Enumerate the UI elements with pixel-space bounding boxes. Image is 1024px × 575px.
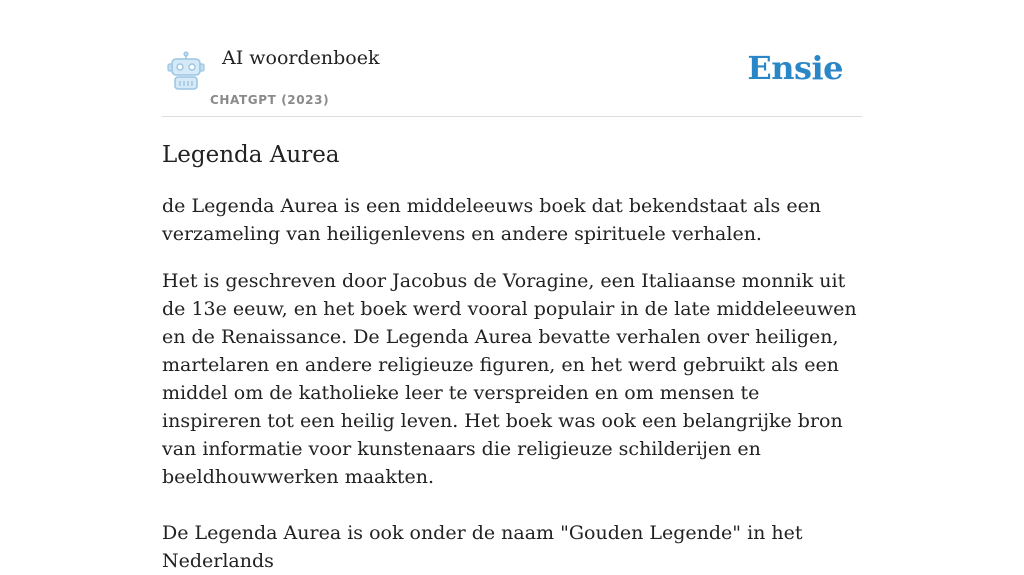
entry-title: Legenda Aurea xyxy=(162,142,340,168)
entry-paragraph: Het is geschreven door Jacobus de Voragine, een Italiaanse monnik uit de 13e eeuw, en het boek werd vooral populair in de late middeleeuwen en de Renaissance. De Legenda Aurea bevatte verhalen over heiligen, martelaren en andere religieuze figuren, en het werd gebruikt als een middel om de katholieke leer te verspreiden en om mensen te inspireren tot een heilig leven. Het boek was ook een belangrijke bron van informatie voor kunstenaars die religieuze schilderijen en beeldhouwwerken maakten. xyxy=(162,270,857,488)
source-subtitle: CHATGPT (2023) xyxy=(210,93,330,107)
robot-icon xyxy=(165,51,207,91)
entry-body xyxy=(162,192,862,575)
source-title[interactable]: AI woordenboek xyxy=(222,47,380,69)
entry-paragraph: De Legenda Aurea is ook onder de naam "Gouden Legende" in het Nederlands xyxy=(162,522,803,572)
entry-paragraph: de Legenda Aurea is een middeleeuws boek dat bekendstaat als een verzameling van heiligenlevens en andere spirituele verhalen. xyxy=(162,195,822,245)
brand-logo[interactable]: Ensie xyxy=(747,49,843,87)
source-header xyxy=(162,0,862,117)
